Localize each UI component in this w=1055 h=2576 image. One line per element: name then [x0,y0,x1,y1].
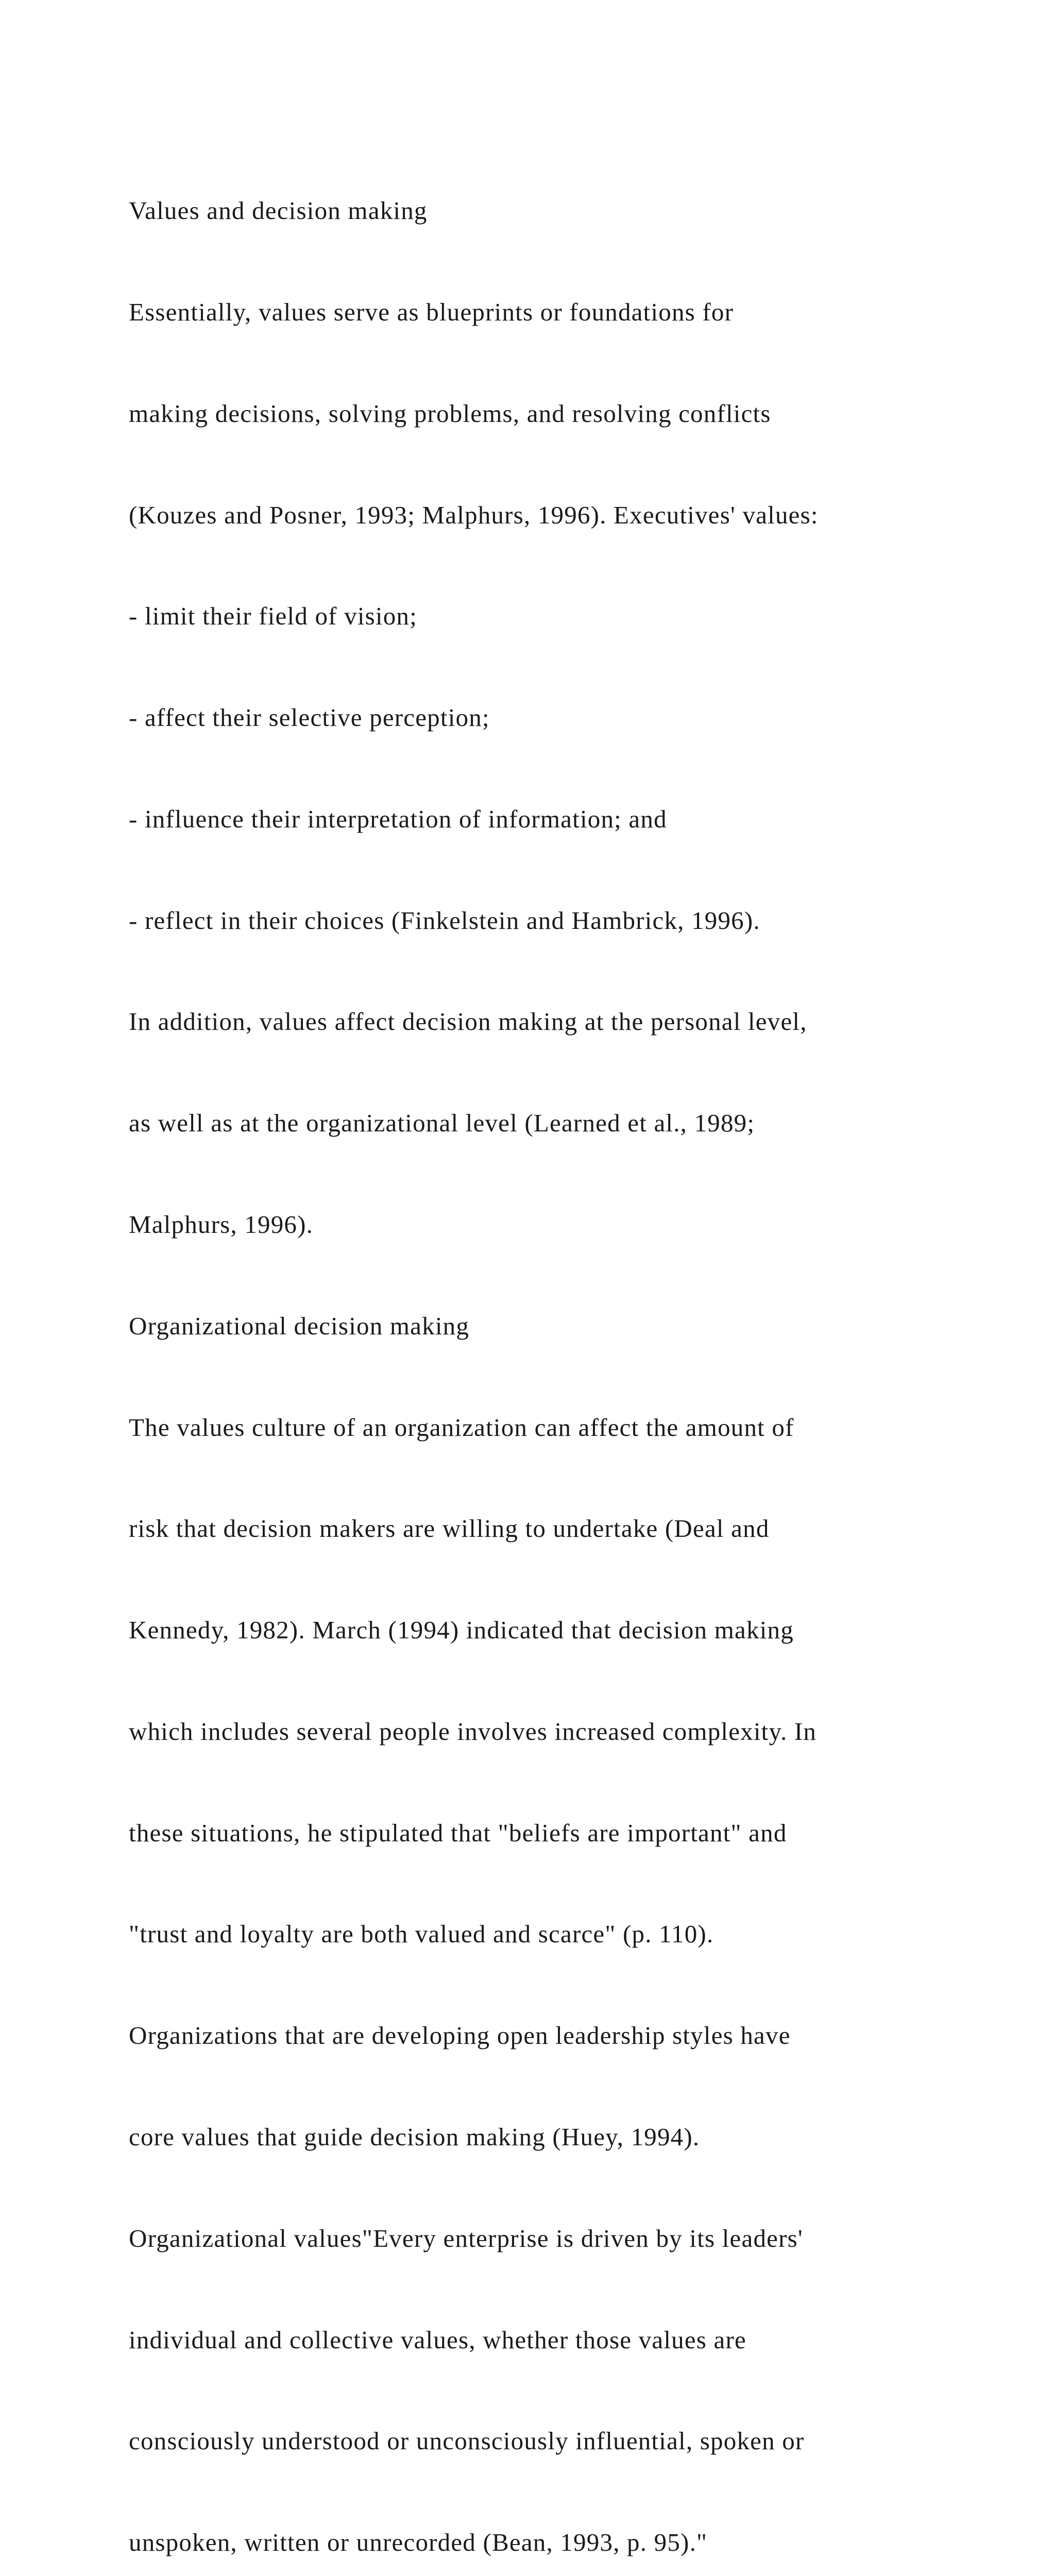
text-line: unspoken, written or unrecorded (Bean, 1993, p. 95)." [129,2528,708,2557]
text-line: Kennedy, 1982). March (1994) indicated that decision making [129,1616,794,1645]
text-line: risk that decision makers are willing to undertake (Deal and [129,1514,770,1543]
list-item: - influence their interpretation of information; and [129,804,667,833]
list-item: - limit their field of vision; [129,602,417,631]
text-line: (Kouzes and Posner, 1993; Malphurs, 1996). Executives' values: [129,500,819,529]
text-line: The values culture of an organization can affect the amount of [129,1413,794,1442]
text-line: Organizational values"Every enterprise is driven by its leaders' [129,2224,803,2252]
section-heading-values-decision-making: Values and decision making [129,196,428,225]
text-line: Organizations that are developing open leadership styles have [129,2021,791,2050]
text-line: which includes several people involves increased complexity. In [129,1717,817,1745]
body-text [129,126,953,2576]
section-heading-organizational-decision-making: Organizational decision making [129,1311,470,1340]
text-line: as well as at the organizational level (Learned et al., 1989; [129,1109,755,1138]
list-item: - reflect in their choices (Finkelstein and Hambrick, 1996). [129,906,760,935]
text-line: core values that guide decision making (Huey, 1994). [129,2123,700,2151]
text-line: Essentially, values serve as blueprints or foundations for [129,297,734,326]
text-line: individual and collective values, whether those values are [129,2325,746,2354]
text-line: Malphurs, 1996). [129,1210,314,1239]
text-line: In addition, values affect decision making at the personal level, [129,1007,807,1036]
text-line: these situations, he stipulated that "beliefs are important" and [129,1818,787,1847]
text-line: consciously understood or unconsciously influential, spoken or [129,2427,805,2455]
list-item: - affect their selective perception; [129,703,490,732]
text-line: "trust and loyalty are both valued and scarce" (p. 110). [129,1920,714,1948]
text-line: making decisions, solving problems, and resolving conflicts [129,399,771,428]
